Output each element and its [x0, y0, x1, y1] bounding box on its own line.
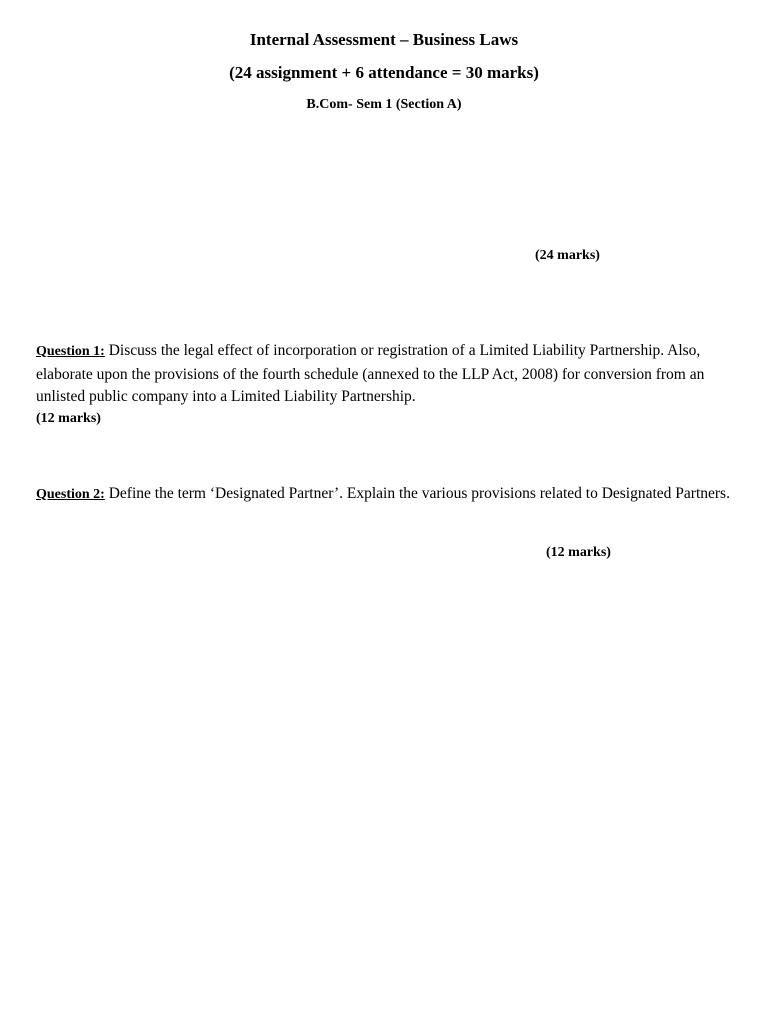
question-2-text: Define the term ‘Designated Partner’. Explain the various provisions related to Designated Partners.: [104, 485, 730, 502]
question-2-label: Question 2:: [36, 487, 105, 502]
question-1-text: Discuss the legal effect of incorporation or registration of a Limited Liability Partnership. Also, elaborate upon the provisions of the fourth schedule (annexed to the LLP Act, 2008) for conversion from an unlisted public company into a Limited Liability Partnership.: [36, 342, 705, 405]
question-1-marks: (12 marks): [36, 411, 101, 426]
question-1-label: Question 1:: [36, 344, 105, 359]
document-title: Internal Assessment – Business Laws: [249, 30, 519, 49]
course-section: B.Com- Sem 1 (Section A): [306, 97, 462, 112]
total-marks: (24 marks): [535, 248, 600, 263]
question-1: [36, 340, 736, 409]
question-2-marks: (12 marks): [546, 545, 611, 560]
question-2: [36, 483, 736, 507]
document-subtitle: (24 assignment + 6 attendance = 30 marks): [229, 63, 539, 82]
